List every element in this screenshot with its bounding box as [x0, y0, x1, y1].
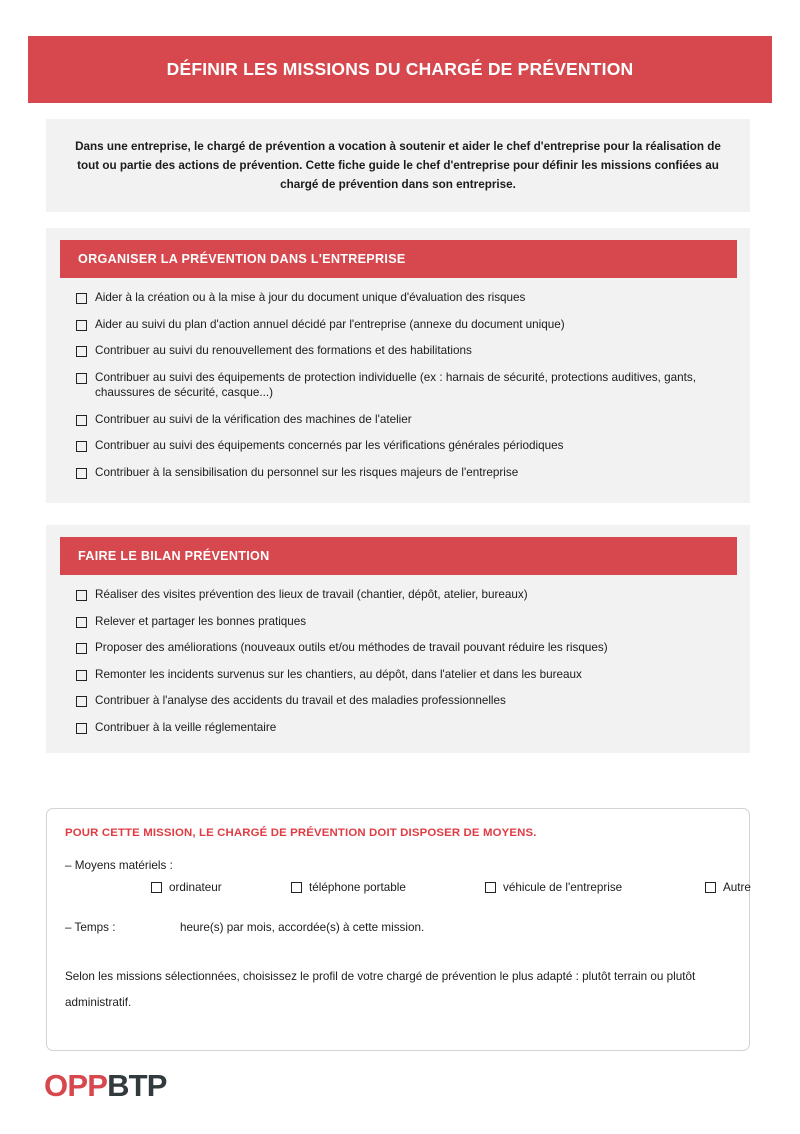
time-row [65, 921, 424, 934]
checkbox-icon[interactable] [76, 643, 87, 654]
checklist-item[interactable] [76, 438, 730, 454]
checklist-item-label: Contribuer au suivi du renouvellement des formations et des habilitations [95, 344, 472, 357]
checkbox-icon[interactable] [76, 670, 87, 681]
checkbox-icon[interactable] [76, 415, 87, 426]
checklist-item[interactable] [76, 614, 730, 630]
checklist-item[interactable] [76, 370, 730, 401]
section-header [60, 240, 737, 278]
checkbox-icon[interactable] [76, 441, 87, 452]
checklist-item-label: Contribuer à l'analyse des accidents du travail et des maladies professionnelles [95, 694, 506, 707]
section-title: FAIRE LE BILAN PRÉVENTION [78, 549, 270, 563]
checklist-item[interactable] [76, 693, 730, 709]
page-title: DÉFINIR LES MISSIONS DU CHARGÉ DE PRÉVENTION [166, 59, 634, 79]
checkbox-icon[interactable] [76, 723, 87, 734]
checklist-item-label: Réaliser des visites prévention des lieux de travail (chantier, dépôt, atelier, bureaux) [95, 588, 528, 601]
means-box [46, 808, 750, 1051]
oppbtp-logo [44, 1070, 167, 1101]
checkbox-icon[interactable] [76, 468, 87, 479]
checklist-item[interactable] [76, 587, 730, 603]
means-option-label: véhicule de l'entreprise [503, 881, 623, 894]
checkbox-icon[interactable] [76, 293, 87, 304]
means-options-row [65, 881, 751, 905]
checklist-item-label: Proposer des améliorations (nouveaux outils et/ou méthodes de travail pouvant réduire les risques) [95, 641, 608, 654]
checklist-item-label: Remonter les incidents survenus sur les chantiers, au dépôt, dans l'atelier et dans les bureaux [95, 667, 582, 681]
checklist [76, 587, 730, 735]
means-material-label: – Moyens matériels : [65, 859, 173, 872]
checklist-item-label: Aider à la création ou à la mise à jour du document unique d'évaluation des risques [95, 291, 526, 304]
checkbox-icon[interactable] [151, 882, 162, 893]
checklist-item[interactable] [76, 412, 730, 428]
logo-opp-text: OPP [44, 1068, 108, 1103]
checklist-item-label: Contribuer à la veille réglementaire [95, 720, 277, 734]
checklist-item[interactable] [76, 343, 730, 359]
checklist-item[interactable] [76, 317, 730, 333]
checkbox-icon[interactable] [76, 696, 87, 707]
time-label: – Temps : [65, 921, 116, 934]
means-option-label: ordinateur [169, 881, 222, 894]
checkbox-icon[interactable] [76, 617, 87, 628]
checklist-item-label: Relever et partager les bonnes pratiques [95, 614, 307, 628]
means-option-label: Autre [723, 881, 751, 894]
section-header [60, 537, 737, 575]
checklist-item[interactable] [76, 290, 730, 306]
checklist-item-label: Contribuer à la sensibilisation du personnel sur les risques majeurs de l'entreprise [95, 465, 519, 479]
checklist-item[interactable] [76, 720, 730, 736]
intro-paragraph: Dans une entreprise, le chargé de prévention a vocation à soutenir et aider le chef d'entreprise pour la réalisation de tout ou partie des actions de prévention. Cette fiche guide le chef d'entreprise pour définir les missions confiées au chargé de prévention dans son entreprise. [75, 140, 721, 191]
checklist-item-label: Aider au suivi du plan d'action annuel décidé par l'entreprise (annexe du document unique) [95, 317, 565, 331]
logo-btp-text: BTP [107, 1068, 167, 1103]
means-option-autre[interactable] [705, 881, 751, 894]
checkbox-icon[interactable] [76, 346, 87, 357]
checklist-item[interactable] [76, 640, 730, 656]
checklist-item[interactable] [76, 667, 730, 683]
closing-note: Selon les missions sélectionnées, choisissez le profil de votre chargé de prévention le plus adapté : plutôt terrain ou plutôt administratif. [65, 970, 696, 1009]
means-option-vehicule-entreprise[interactable] [485, 881, 622, 894]
section-faire-le-bilan [46, 525, 750, 753]
checkbox-icon[interactable] [291, 882, 302, 893]
checkbox-icon[interactable] [485, 882, 496, 893]
means-option-label: téléphone portable [309, 881, 406, 894]
section-organiser-la-prevention [46, 228, 750, 503]
document-title-banner [28, 36, 772, 103]
section-title: ORGANISER LA PRÉVENTION DANS L'ENTREPRISE [78, 252, 406, 266]
checklist [76, 290, 730, 480]
means-option-ordinateur[interactable] [151, 881, 222, 894]
checkbox-icon[interactable] [76, 320, 87, 331]
checklist-item-label: Contribuer au suivi des équipements concernés par les vérifications générales périodiques [95, 439, 564, 452]
checklist-item-label: Contribuer au suivi de la vérification des machines de l'atelier [95, 412, 412, 426]
checkbox-icon[interactable] [705, 882, 716, 893]
means-option-telephone-portable[interactable] [291, 881, 406, 894]
checklist-item[interactable] [76, 465, 730, 481]
checkbox-icon[interactable] [76, 373, 87, 384]
time-value: heure(s) par mois, accordée(s) à cette mission. [180, 921, 425, 934]
intro-panel [46, 119, 750, 212]
means-box-title: POUR CETTE MISSION, LE CHARGÉ DE PRÉVENTION DOIT DISPOSER DE MOYENS. [65, 827, 537, 839]
checkbox-icon[interactable] [76, 590, 87, 601]
checklist-item-label: Contribuer au suivi des équipements de protection individuelle (ex : harnais de sécurité, protections auditives, gants, chaussures de sécurité, casque...) [95, 370, 696, 399]
